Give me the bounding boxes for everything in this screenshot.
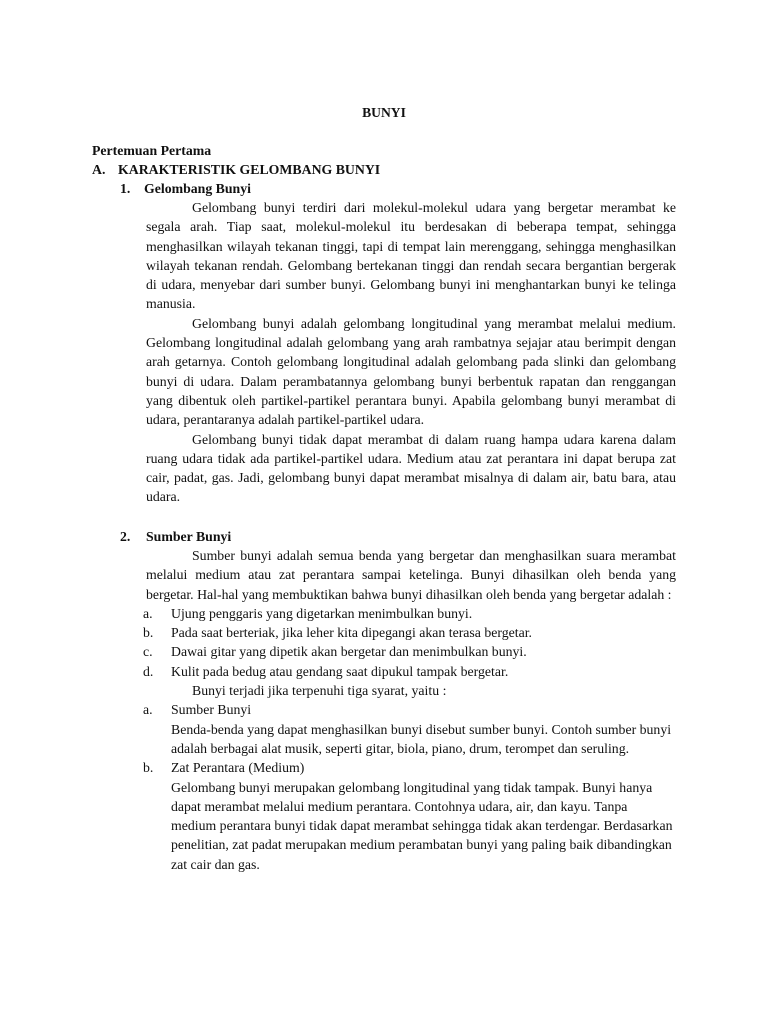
subsection-2-heading	[120, 527, 231, 546]
section-a-title: KARAKTERISTIK GELOMBANG BUNYI	[118, 162, 381, 177]
conditions-intro: Bunyi terjadi jika terpenuhi tiga syarat, yaitu :	[192, 683, 447, 699]
subsection-2-body	[143, 546, 676, 874]
paragraph: Gelombang bunyi tidak dapat merambat di dalam ruang hampa udara karena dalam ruang udara tidak ada partikel-partikel udara. Medium atau zat perantara ini dapat berupa zat cair, padat, gas. Jadi, gelombang bunyi dapat merambat misalnya di dalam air, batu bara, atau udara.	[146, 431, 676, 505]
list-marker: a.	[143, 702, 153, 718]
subsection-1-heading	[120, 179, 251, 198]
list-item-text: Kulit pada bedug atau gendang saat dipukul tampak bergetar.	[171, 663, 509, 679]
paragraph: Gelombang bunyi adalah gelombang longitudinal yang merambat melalui medium. Gelombang longitudinal adalah gelombang yang arah rambatnya sejajar atau berimpit dengan arah getarnya. Contoh gelombang longitudinal adalah gelombang pada slinki dan gelombang bunyi di udara. Dalam perambatannya gelombang bunyi berbentuk rapatan dan renggangan yang dibentuk oleh partikel-partikel perantara bunyi. Apabila gelombang bunyi merambat di udara, perantaranya adalah partikel-partikel udara.	[146, 315, 676, 428]
meeting-heading: Pertemuan Pertama	[92, 143, 212, 158]
condition-text: Gelombang bunyi merupakan gelombang longitudinal yang tidak tampak. Bunyi hanya dapat merambat melalui medium perantara. Contohnya udara, air, dan kayu. Tanpa medium perantara bunyi tidak dapat merambat sehingga tidak akan terdengar. Berdasarkan penelitian, zat padat merupakan medium perambatan bunyi yang paling baik dibandingkan zat cair dan gas.	[171, 779, 673, 872]
condition-item	[143, 758, 676, 874]
list-item-text: Ujung penggaris yang digetarkan menimbulkan bunyi.	[171, 605, 473, 621]
paragraph: Sumber bunyi adalah semua benda yang bergetar dan menghasilkan suara merambat melalui medium atau zat perantara sampai ketelinga. Bunyi dihasilkan oleh benda yang bergetar. Hal-hal yang membuktikan bahwa bunyi dihasilkan oleh benda yang bergetar adalah :	[146, 548, 676, 602]
conditions-list	[143, 700, 676, 874]
list-marker: b.	[143, 625, 154, 641]
list-item	[143, 642, 676, 661]
list-marker: c.	[143, 644, 153, 660]
document-title: BUNYI	[362, 105, 406, 120]
subsection-1-title: Gelombang Bunyi	[144, 181, 251, 196]
list-item	[143, 604, 676, 623]
condition-item	[143, 700, 676, 758]
condition-text: Benda-benda yang dapat menghasilkan bunyi disebut sumber bunyi. Contoh sumber bunyi adalah berbagai alat musik, seperti gitar, biola, piano, drum, terompet dan seruling.	[171, 721, 672, 756]
list-item	[143, 662, 676, 681]
condition-title: Zat Perantara (Medium)	[171, 760, 305, 776]
section-a-letter: A.	[92, 162, 106, 177]
list-item	[143, 623, 676, 642]
list-marker: a.	[143, 605, 153, 621]
evidence-list	[0, 604, 676, 681]
subsection-1-number: 1.	[120, 181, 131, 196]
condition-title: Sumber Bunyi	[171, 702, 252, 718]
list-item-text: Dawai gitar yang dipetik akan bergetar dan menimbulkan bunyi.	[171, 644, 527, 660]
paragraph: Gelombang bunyi terdiri dari molekul-molekul udara yang bergetar merambat ke segala arah. Tiap saat, molekul-molekul itu berdesakan di beberapa tempat, sehingga menghasilkan wilayah tekanan tinggi, tapi di tempat lain merenggang, sehingga menghasilkan wilayah tekanan rendah. Gelombang bertekanan tinggi dan rendah secara bergantian bergerak di udara, menyebar dari sumber bunyi. Gelombang bunyi ini menghantarkan bunyi ke telinga manusia.	[146, 200, 676, 312]
list-item-text: Pada saat berteriak, jika leher kita dipegangi akan terasa bergetar.	[171, 625, 532, 641]
subsection-2-title: Sumber Bunyi	[146, 529, 232, 544]
list-marker: d.	[143, 663, 154, 679]
subsection-1-body	[146, 198, 676, 507]
subsection-2-number: 2.	[120, 529, 131, 544]
list-marker: b.	[143, 760, 154, 776]
section-a-heading	[92, 160, 380, 179]
